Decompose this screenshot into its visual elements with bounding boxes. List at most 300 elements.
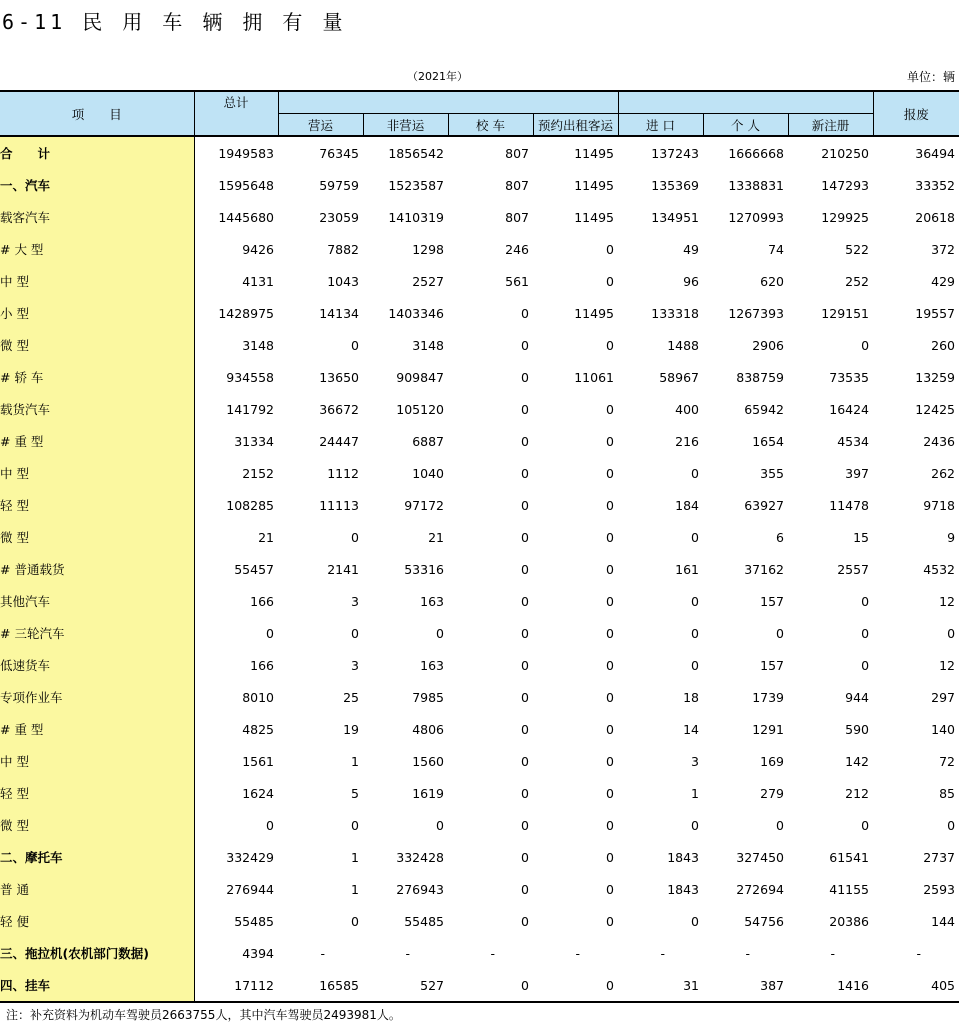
cell-newly-registered: 212 xyxy=(845,785,870,801)
cell-newly-registered: 16424 xyxy=(829,401,870,417)
cell-total: 9426 xyxy=(242,241,274,257)
cell-operating: 13650 xyxy=(319,369,359,385)
cell-scrapped: 13259 xyxy=(915,369,956,385)
table-row xyxy=(0,809,959,841)
cell-operating: - xyxy=(320,945,325,961)
cell-ride-hailing: 0 xyxy=(606,913,614,929)
row-label: 合 计 xyxy=(0,136,194,169)
cell-school-bus: 0 xyxy=(521,881,529,897)
cell-school-bus: 807 xyxy=(505,177,529,193)
row-label: 轻 型 xyxy=(0,777,194,809)
cell-operating: 7882 xyxy=(327,241,359,257)
cell-ride-hailing: 0 xyxy=(606,593,614,609)
cell-operating: 0 xyxy=(351,625,359,641)
cell-total: 166 xyxy=(250,593,274,609)
cell-scrapped: 140 xyxy=(931,721,956,737)
cell-scrapped: 9718 xyxy=(923,497,956,513)
header-total-label: 总计 xyxy=(223,95,249,110)
cell-non-operating: 1560 xyxy=(412,753,444,769)
cell-imported: 3 xyxy=(691,753,699,769)
cell-total: 4131 xyxy=(242,273,274,289)
cell-scrapped: 2593 xyxy=(923,881,956,897)
cell-scrapped: 405 xyxy=(873,969,959,1002)
cell-newly-registered: 0 xyxy=(861,657,870,673)
cell-non-operating: 527 xyxy=(363,969,448,1002)
table-row xyxy=(0,585,959,617)
cell-scrapped: 12 xyxy=(939,593,956,609)
row-label: # 普通载货 xyxy=(0,553,194,585)
row-label: 微 型 xyxy=(0,521,194,553)
header-total xyxy=(194,91,278,136)
cell-newly-registered: 590 xyxy=(845,721,870,737)
header-private: 个 人 xyxy=(703,114,788,137)
year-label: （2021年） xyxy=(407,70,468,83)
cell-private: 74 xyxy=(768,241,784,257)
cell-private: 157 xyxy=(760,657,784,673)
row-label: 载货汽车 xyxy=(0,393,194,425)
cell-operating: 0 xyxy=(351,817,359,833)
cell-imported: 0 xyxy=(691,657,699,673)
row-label: 二、摩托车 xyxy=(0,841,194,873)
cell-school-bus: 0 xyxy=(521,657,529,673)
cell-private: 327450 xyxy=(736,849,784,865)
cell-private: 620 xyxy=(760,273,784,289)
table-row xyxy=(0,233,959,265)
cell-operating: 3 xyxy=(351,657,359,673)
cell-ride-hailing: 11495 xyxy=(574,177,614,193)
cell-ride-hailing: 11495 xyxy=(574,305,614,321)
cell-school-bus: 561 xyxy=(505,273,529,289)
cell-imported: 0 xyxy=(691,529,699,545)
cell-total: 0 xyxy=(266,817,274,833)
table-row xyxy=(0,777,959,809)
cell-non-operating: 1619 xyxy=(412,785,444,801)
table-row xyxy=(0,425,959,457)
cell-newly-registered: 20386 xyxy=(829,913,870,929)
cell-ride-hailing: 0 xyxy=(606,273,614,289)
cell-scrapped: 12 xyxy=(939,657,956,673)
cell-non-operating: 4806 xyxy=(412,721,444,737)
cell-newly-registered: - xyxy=(830,945,836,961)
cell-non-operating: 276943 xyxy=(396,881,444,897)
cell-imported: 0 xyxy=(691,913,699,929)
cell-private: 63927 xyxy=(744,497,784,513)
cell-private: 1338831 xyxy=(728,177,784,193)
cell-newly-registered: 0 xyxy=(861,625,870,641)
table-row xyxy=(0,617,959,649)
cell-operating: 59759 xyxy=(319,177,359,193)
table-row xyxy=(0,489,959,521)
cell-non-operating: 0 xyxy=(436,625,444,641)
row-label: 轻 便 xyxy=(0,905,194,937)
cell-school-bus: 0 xyxy=(521,593,529,609)
cell-school-bus: 0 xyxy=(521,529,529,545)
cell-ride-hailing: 0 xyxy=(606,849,614,865)
cell-non-operating: 6887 xyxy=(412,433,444,449)
cell-operating: 0 xyxy=(351,337,359,353)
cell-ride-hailing: - xyxy=(575,945,580,961)
cell-private: 279 xyxy=(760,785,784,801)
cell-non-operating: - xyxy=(405,945,410,961)
cell-operating: 76345 xyxy=(319,145,359,161)
table-row xyxy=(0,937,959,969)
row-label: 轻 型 xyxy=(0,489,194,521)
cell-private: 1739 xyxy=(752,689,784,705)
cell-imported: 1 xyxy=(691,785,699,801)
table-row xyxy=(0,649,959,681)
cell-school-bus: 0 xyxy=(521,689,529,705)
cell-imported: 0 xyxy=(691,625,699,641)
cell-school-bus: 0 xyxy=(521,401,529,417)
cell-ride-hailing: 0 xyxy=(606,753,614,769)
cell-scrapped: 429 xyxy=(931,273,956,289)
page-title: 6-11 民 用 车 辆 拥 有 量 xyxy=(2,10,347,34)
cell-total: 31334 xyxy=(234,433,274,449)
cell-school-bus: 0 xyxy=(521,753,529,769)
cell-total: 2152 xyxy=(242,465,274,481)
row-label: # 三轮汽车 xyxy=(0,617,194,649)
cell-total: 21 xyxy=(258,529,274,545)
row-label: # 重 型 xyxy=(0,713,194,745)
cell-non-operating: 105120 xyxy=(396,401,444,417)
cell-non-operating: 0 xyxy=(436,817,444,833)
cell-operating: 11113 xyxy=(319,497,359,513)
cell-scrapped: 2436 xyxy=(923,433,956,449)
cell-scrapped: 262 xyxy=(931,465,956,481)
row-label: # 重 型 xyxy=(0,425,194,457)
cell-total: 332429 xyxy=(226,849,274,865)
cell-non-operating: 97172 xyxy=(404,497,444,513)
cell-private: 387 xyxy=(703,969,788,1002)
cell-newly-registered: 73535 xyxy=(829,369,870,385)
cell-non-operating: 1403346 xyxy=(388,305,444,321)
cell-scrapped: 260 xyxy=(931,337,956,353)
table-row xyxy=(0,457,959,489)
table-row xyxy=(0,681,959,713)
cell-private: 0 xyxy=(776,625,784,641)
cell-total: 141792 xyxy=(226,401,274,417)
cell-ride-hailing: 0 xyxy=(606,465,614,481)
row-label: 一、汽车 xyxy=(0,169,194,201)
cell-total: 1445680 xyxy=(218,209,274,225)
cell-imported: 49 xyxy=(683,241,699,257)
cell-private: 0 xyxy=(776,817,784,833)
cell-private: - xyxy=(745,945,750,961)
cell-private: 1666668 xyxy=(728,145,784,161)
cell-ride-hailing: 0 xyxy=(606,401,614,417)
cell-school-bus: 807 xyxy=(505,145,529,161)
cell-newly-registered: 129151 xyxy=(821,305,870,321)
cell-scrapped: 0 xyxy=(947,817,956,833)
cell-total: 8010 xyxy=(242,689,274,705)
cell-imported: 400 xyxy=(675,401,699,417)
cell-private: 1270993 xyxy=(728,209,784,225)
cell-total: 1428975 xyxy=(218,305,274,321)
cell-total: 166 xyxy=(250,657,274,673)
row-label: # 轿 车 xyxy=(0,361,194,393)
cell-operating: 0 xyxy=(351,913,359,929)
cell-school-bus: 0 xyxy=(521,817,529,833)
table-body xyxy=(0,136,959,1002)
cell-scrapped: 20618 xyxy=(915,209,956,225)
cell-total: 1624 xyxy=(242,785,274,801)
cell-total: 1595648 xyxy=(218,177,274,193)
cell-private: 65942 xyxy=(744,401,784,417)
cell-school-bus: 0 xyxy=(521,785,529,801)
cell-private: 1654 xyxy=(752,433,784,449)
cell-newly-registered: 0 xyxy=(861,593,870,609)
table-row xyxy=(0,329,959,361)
cell-scrapped: 2737 xyxy=(923,849,956,865)
cell-scrapped: 36494 xyxy=(915,145,956,161)
cell-non-operating: 1410319 xyxy=(388,209,444,225)
cell-operating: 1 xyxy=(351,881,359,897)
cell-newly-registered: 129925 xyxy=(821,209,870,225)
cell-school-bus: 0 xyxy=(521,465,529,481)
header-newly-registered: 新注册 xyxy=(788,114,873,137)
cell-private: 6 xyxy=(776,529,784,545)
cell-imported: 14 xyxy=(683,721,699,737)
cell-scrapped: 9 xyxy=(947,529,956,545)
cell-newly-registered: 397 xyxy=(845,465,870,481)
row-label: 普 通 xyxy=(0,873,194,905)
cell-ride-hailing: 0 xyxy=(606,881,614,897)
cell-scrapped: 297 xyxy=(931,689,956,705)
cell-school-bus: - xyxy=(490,945,495,961)
footnote: 注：补充资料为机动车驾驶员2663755人，其中汽车驾驶员2493981人。 xyxy=(6,1008,401,1022)
row-label: 低速货车 xyxy=(0,649,194,681)
row-label: 中 型 xyxy=(0,457,194,489)
table-row xyxy=(0,521,959,553)
cell-scrapped: 33352 xyxy=(915,177,956,193)
cell-total: 55457 xyxy=(234,561,274,577)
table-row xyxy=(0,169,959,201)
cell-school-bus: 0 xyxy=(521,561,529,577)
row-label: 载客汽车 xyxy=(0,201,194,233)
cell-total: 276944 xyxy=(226,881,274,897)
table-row xyxy=(0,136,959,169)
cell-non-operating: 909847 xyxy=(396,369,444,385)
cell-total: 55485 xyxy=(234,913,274,929)
cell-imported: 1843 xyxy=(667,881,699,897)
cell-non-operating: 163 xyxy=(420,657,444,673)
cell-non-operating: 7985 xyxy=(412,689,444,705)
vehicle-table xyxy=(0,90,959,1003)
cell-operating: 0 xyxy=(351,529,359,545)
cell-total: 17112 xyxy=(194,969,278,1002)
cell-non-operating: 163 xyxy=(420,593,444,609)
cell-operating: 1112 xyxy=(327,465,359,481)
cell-imported: 0 xyxy=(691,465,699,481)
cell-total: 108285 xyxy=(226,497,274,513)
table-row xyxy=(0,713,959,745)
cell-ride-hailing: 0 xyxy=(606,529,614,545)
cell-operating: 16585 xyxy=(278,969,363,1002)
cell-newly-registered: 15 xyxy=(853,529,870,545)
cell-private: 1291 xyxy=(752,721,784,737)
header-school-bus: 校 车 xyxy=(448,114,533,137)
cell-newly-registered: 0 xyxy=(861,337,870,353)
cell-ride-hailing: 0 xyxy=(606,625,614,641)
row-label: # 大 型 xyxy=(0,233,194,265)
cell-newly-registered: 2557 xyxy=(837,561,870,577)
cell-imported: 31 xyxy=(618,969,703,1002)
cell-total: 1561 xyxy=(242,753,274,769)
cell-school-bus: 0 xyxy=(521,337,529,353)
cell-ride-hailing: 0 xyxy=(533,969,618,1002)
cell-total: 4825 xyxy=(242,721,274,737)
cell-non-operating: 21 xyxy=(428,529,444,545)
cell-operating: 23059 xyxy=(319,209,359,225)
cell-operating: 1043 xyxy=(327,273,359,289)
cell-school-bus: 0 xyxy=(521,721,529,737)
cell-ride-hailing: 0 xyxy=(606,337,614,353)
cell-ride-hailing: 0 xyxy=(606,657,614,673)
row-label: 其他汽车 xyxy=(0,585,194,617)
cell-imported: 133318 xyxy=(651,305,699,321)
cell-newly-registered: 252 xyxy=(845,273,870,289)
cell-newly-registered: 522 xyxy=(845,241,870,257)
cell-operating: 1 xyxy=(351,753,359,769)
cell-ride-hailing: 0 xyxy=(606,817,614,833)
table-row xyxy=(0,393,959,425)
cell-imported: 135369 xyxy=(651,177,699,193)
row-label: 中 型 xyxy=(0,265,194,297)
cell-non-operating: 332428 xyxy=(396,849,444,865)
row-label: 微 型 xyxy=(0,329,194,361)
cell-private: 54756 xyxy=(744,913,784,929)
header-ride-hailing: 预约出租客运 xyxy=(533,114,618,137)
cell-school-bus: 0 xyxy=(521,369,529,385)
cell-newly-registered: 4534 xyxy=(837,433,870,449)
cell-private: 169 xyxy=(760,753,784,769)
row-label: 微 型 xyxy=(0,809,194,841)
table-row xyxy=(0,297,959,329)
cell-imported: - xyxy=(660,945,665,961)
cell-scrapped: 0 xyxy=(947,625,956,641)
cell-scrapped: 4532 xyxy=(923,561,956,577)
table-row xyxy=(0,873,959,905)
cell-ride-hailing: 0 xyxy=(606,561,614,577)
cell-imported: 1488 xyxy=(667,337,699,353)
cell-school-bus: 246 xyxy=(505,241,529,257)
cell-scrapped: - xyxy=(916,945,922,961)
cell-non-operating: 3148 xyxy=(412,337,444,353)
header-non-operating: 非营运 xyxy=(363,114,448,137)
table-row xyxy=(0,905,959,937)
cell-scrapped: 72 xyxy=(939,753,956,769)
cell-newly-registered: 41155 xyxy=(829,881,870,897)
cell-non-operating: 55485 xyxy=(404,913,444,929)
cell-newly-registered: 210250 xyxy=(821,145,870,161)
cell-imported: 96 xyxy=(683,273,699,289)
cell-imported: 0 xyxy=(691,817,699,833)
row-label: 四、挂车 xyxy=(0,969,194,1002)
cell-operating: 3 xyxy=(351,593,359,609)
cell-operating: 25 xyxy=(343,689,359,705)
cell-newly-registered: 61541 xyxy=(829,849,870,865)
row-label: 专项作业车 xyxy=(0,681,194,713)
cell-private: 838759 xyxy=(736,369,784,385)
cell-school-bus: 0 xyxy=(521,913,529,929)
cell-operating: 5 xyxy=(351,785,359,801)
cell-ride-hailing: 11495 xyxy=(574,145,614,161)
cell-total: 1949583 xyxy=(218,145,274,161)
cell-school-bus: 0 xyxy=(521,305,529,321)
cell-ride-hailing: 0 xyxy=(606,433,614,449)
cell-ride-hailing: 0 xyxy=(606,785,614,801)
cell-newly-registered: 147293 xyxy=(821,177,870,193)
cell-total: 4394 xyxy=(242,945,274,961)
cell-non-operating: 1298 xyxy=(412,241,444,257)
cell-non-operating: 1523587 xyxy=(388,177,444,193)
cell-operating: 1 xyxy=(351,849,359,865)
table-row xyxy=(0,201,959,233)
cell-school-bus: 807 xyxy=(505,209,529,225)
cell-ride-hailing: 0 xyxy=(606,497,614,513)
row-label: 三、拖拉机(农机部门数据) xyxy=(0,937,194,969)
cell-non-operating: 1040 xyxy=(412,465,444,481)
table-row xyxy=(0,361,959,393)
cell-imported: 58967 xyxy=(659,369,699,385)
cell-operating: 19 xyxy=(343,721,359,737)
header-group-usage xyxy=(278,91,618,114)
cell-imported: 134951 xyxy=(651,209,699,225)
cell-private: 2906 xyxy=(752,337,784,353)
cell-newly-registered: 944 xyxy=(845,689,870,705)
row-label: 小 型 xyxy=(0,297,194,329)
table-row xyxy=(0,745,959,777)
cell-ride-hailing: 11061 xyxy=(574,369,614,385)
cell-scrapped: 372 xyxy=(931,241,956,257)
cell-newly-registered: 1416 xyxy=(788,969,873,1002)
cell-total: 0 xyxy=(266,625,274,641)
cell-scrapped: 19557 xyxy=(915,305,956,321)
cell-scrapped: 12425 xyxy=(915,401,956,417)
table-row xyxy=(0,841,959,873)
cell-operating: 24447 xyxy=(319,433,359,449)
cell-total: 934558 xyxy=(226,369,274,385)
header-group-source xyxy=(618,91,873,114)
table-row xyxy=(0,265,959,297)
cell-operating: 14134 xyxy=(319,305,359,321)
cell-ride-hailing: 11495 xyxy=(574,209,614,225)
header-operating: 营运 xyxy=(278,114,363,137)
cell-newly-registered: 0 xyxy=(861,817,870,833)
cell-school-bus: 0 xyxy=(521,497,529,513)
cell-scrapped: 144 xyxy=(931,913,956,929)
cell-newly-registered: 11478 xyxy=(829,497,870,513)
cell-operating: 36672 xyxy=(319,401,359,417)
cell-imported: 18 xyxy=(683,689,699,705)
header-imported: 进 口 xyxy=(618,114,703,137)
cell-imported: 216 xyxy=(675,433,699,449)
cell-private: 1267393 xyxy=(728,305,784,321)
cell-imported: 184 xyxy=(675,497,699,513)
row-label: 中 型 xyxy=(0,745,194,777)
cell-imported: 1843 xyxy=(667,849,699,865)
cell-private: 272694 xyxy=(736,881,784,897)
header-scrapped: 报废 xyxy=(873,91,959,136)
cell-school-bus: 0 xyxy=(521,433,529,449)
cell-private: 355 xyxy=(760,465,784,481)
cell-school-bus: 0 xyxy=(448,969,533,1002)
cell-imported: 0 xyxy=(691,593,699,609)
cell-imported: 137243 xyxy=(651,145,699,161)
cell-newly-registered: 142 xyxy=(845,753,870,769)
cell-ride-hailing: 0 xyxy=(606,721,614,737)
cell-imported: 161 xyxy=(675,561,699,577)
